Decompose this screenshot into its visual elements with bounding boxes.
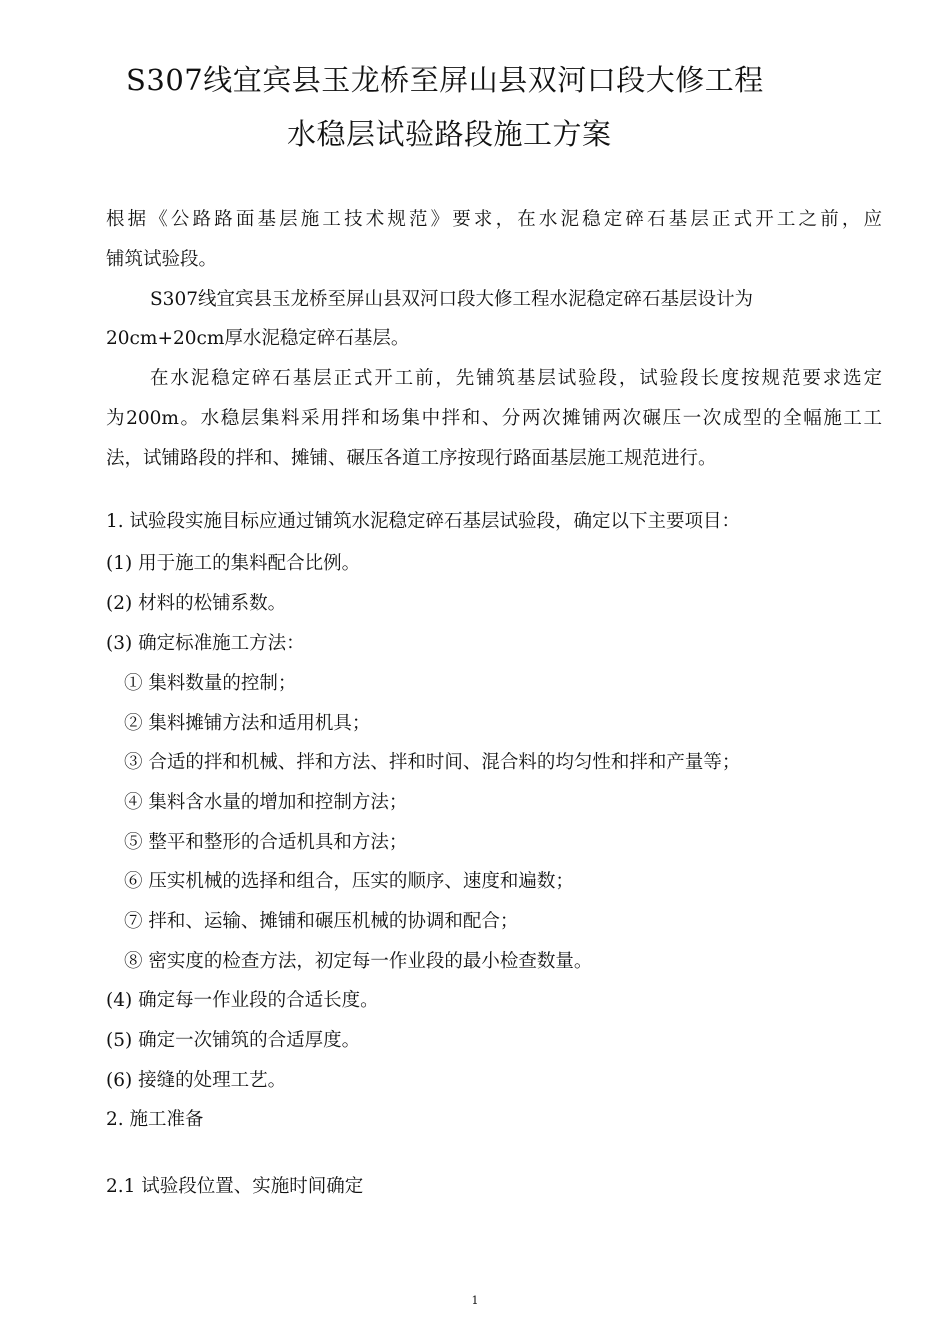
sub-list-item: ① 集料数量的控制； xyxy=(124,673,297,694)
paragraph-2-line-1: S307线宜宾县玉龙桥至屏山县双河口段大修工程水泥稳定碎石基层设计为 xyxy=(150,289,753,310)
sub-list-item: ⑦ 拌和、运输、摊铺和碾压机械的协调和配合； xyxy=(124,911,519,932)
list-item: (2) 材料的松铺系数。 xyxy=(106,593,287,614)
sub-list-item: ③ 合适的拌和机械、拌和方法、拌和时间、混合料的均匀性和拌和产量等； xyxy=(124,752,741,773)
paragraph-3-line-1: 在水泥稳定碎石基层正式开工前，先铺筑基层试验段，试验段长度按规范要求选定 xyxy=(150,368,882,389)
section-1-heading: 1. 试验段实施目标应通过铺筑水泥稳定碎石基层试验段，确定以下主要项目： xyxy=(106,511,741,532)
sub-list-item: ④ 集料含水量的增加和控制方法； xyxy=(124,792,408,813)
list-item: (1) 用于施工的集料配合比例。 xyxy=(106,553,361,574)
list-item: (6) 接缝的处理工艺。 xyxy=(106,1070,287,1091)
list-item: (3) 确定标准施工方法： xyxy=(106,633,305,654)
paragraph-3-line-2: 为200m。水稳层集料采用拌和场集中拌和、分两次摊铺两次碾压一次成型的全幅施工工 xyxy=(106,408,882,429)
sub-list-item: ② 集料摊铺方法和适用机具； xyxy=(124,713,371,734)
paragraph-3-line-3: 法，试铺路段的拌和、摊铺、碾压各道工序按现行路面基层施工规范进行。 xyxy=(106,448,717,469)
sub-list-item: ⑧ 密实度的检查方法，初定每一作业段的最小检查数量。 xyxy=(124,951,593,972)
section-2-heading: 2. 施工准备 xyxy=(106,1109,204,1130)
sub-list-item: ⑤ 整平和整形的合适机具和方法； xyxy=(124,832,408,853)
page-number: 1 xyxy=(471,1294,479,1307)
paragraph-1-line-1: 根据《公路路面基层施工技术规范》要求，在水泥稳定碎石基层正式开工之前，应 xyxy=(106,209,882,230)
paragraph-1-line-2: 铺筑试验段。 xyxy=(106,249,218,270)
section-2-1-heading: 2.1 试验段位置、实施时间确定 xyxy=(106,1176,364,1197)
list-item: (4) 确定每一作业段的合适长度。 xyxy=(106,990,379,1011)
document-title-line2: 水稳层试验路段施工方案 xyxy=(287,117,612,151)
paragraph-2-line-2: 20cm+20cm厚水泥稳定碎石基层。 xyxy=(106,328,410,349)
document-title-line1: S307线宜宾县玉龙桥至屏山县双河口段大修工程 xyxy=(126,63,764,97)
list-item: (5) 确定一次铺筑的合适厚度。 xyxy=(106,1030,361,1051)
sub-list-item: ⑥ 压实机械的选择和组合，压实的顺序、速度和遍数； xyxy=(124,871,574,892)
